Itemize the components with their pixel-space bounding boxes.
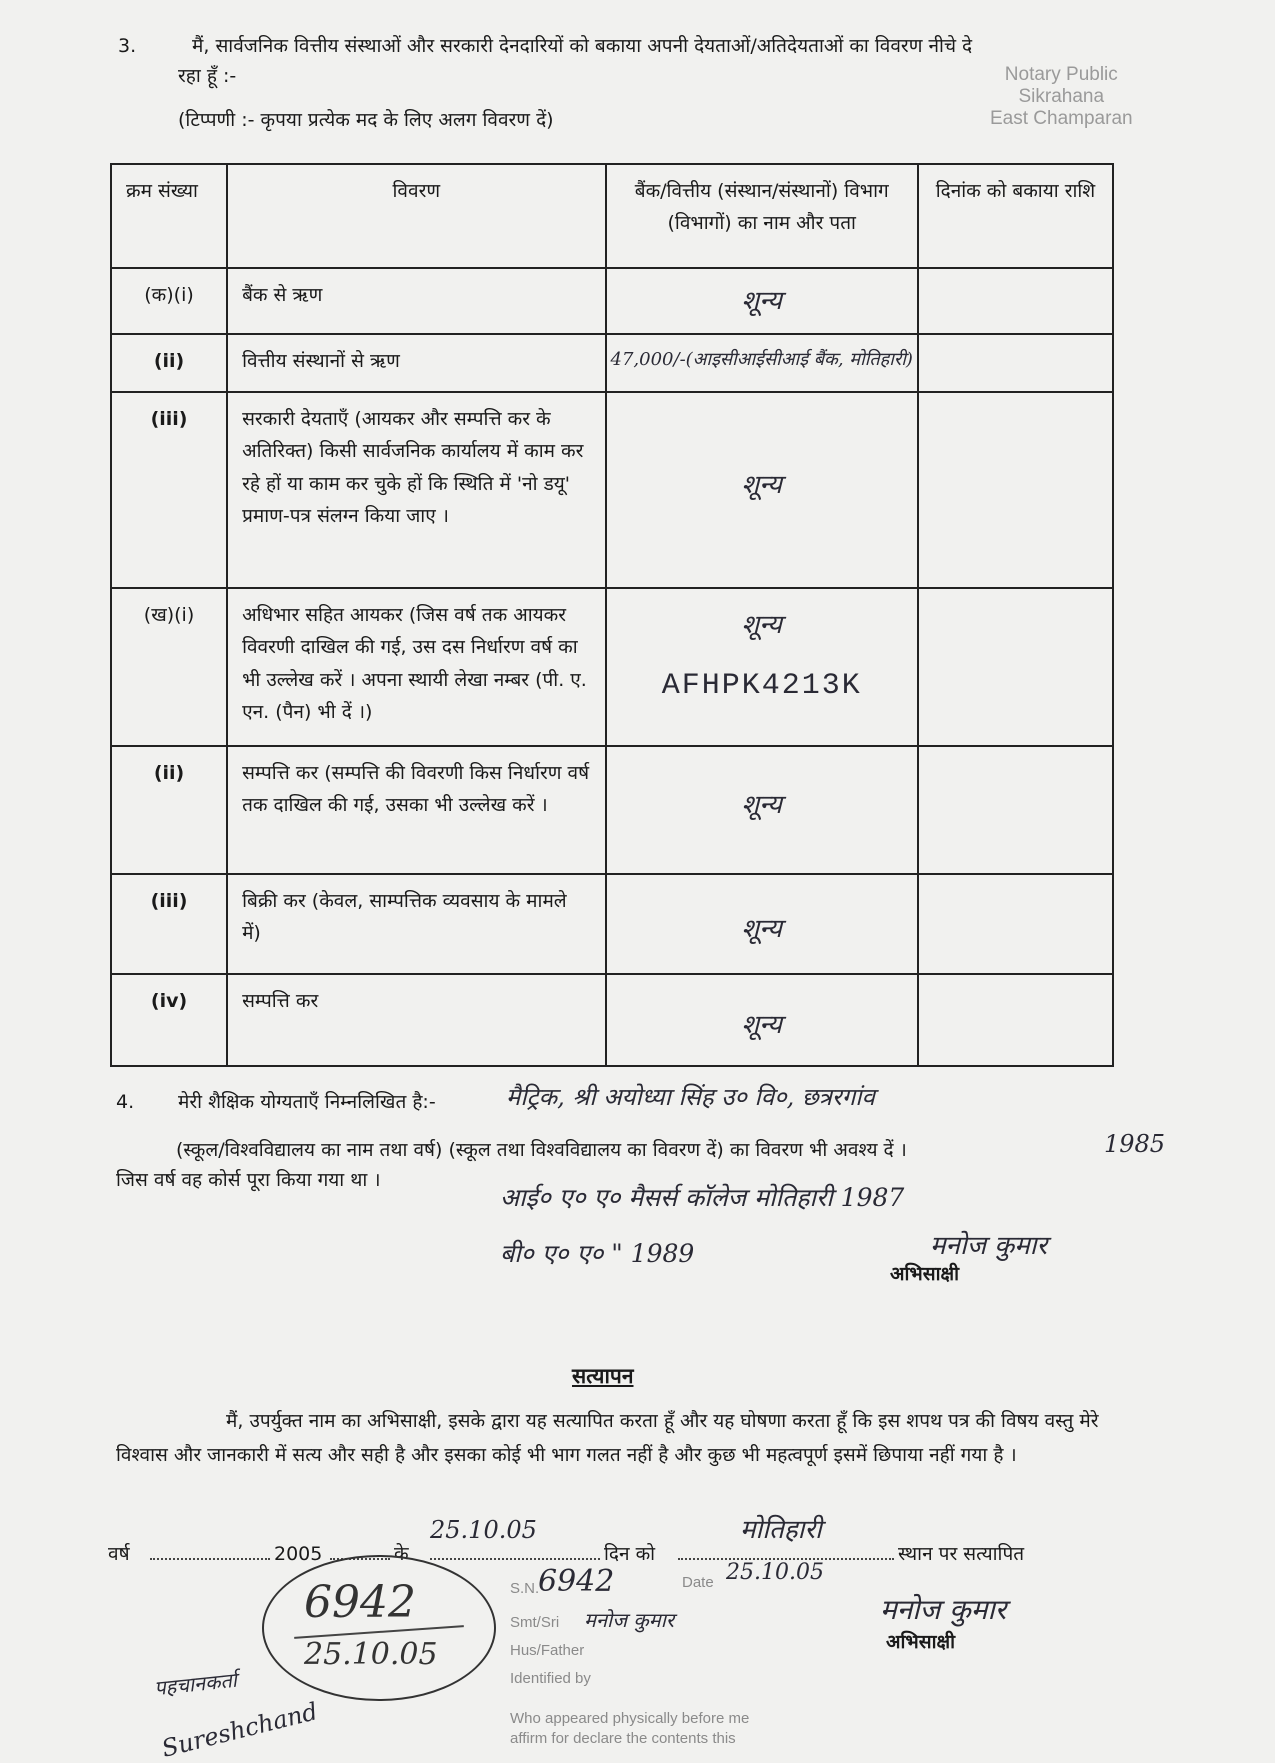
- verification-title: सत्यापन: [572, 1364, 634, 1388]
- register-date-value: 25.10.05: [726, 1560, 824, 1585]
- row-amount: [918, 746, 1113, 874]
- section3-number: 3.: [118, 35, 137, 57]
- stamp-line-3: East Champaran: [990, 108, 1133, 129]
- row-amount: [918, 334, 1113, 392]
- handwritten-entry: शून्य: [741, 1010, 782, 1041]
- verification-place: मोतिहारी: [740, 1515, 822, 1545]
- section3-note: (टिप्पणी :- कृपया प्रत्येक मद के लिए अलग विवरण दें): [178, 109, 554, 131]
- row-description: बैंक से ऋण: [227, 268, 605, 334]
- deponent-label-2: अभिसाक्षी: [886, 1631, 956, 1653]
- row-description: वित्तीय संस्थानों से ऋण: [227, 334, 605, 392]
- row-description: सम्पत्ति कर (सम्पत्ति की विवरणी किस निर्धारण वर्ष तक दाखिल की गई, उसका भी उल्लेख करें ।: [227, 746, 605, 874]
- identifier-signature-2: Sureshchand: [158, 1697, 321, 1763]
- verification-paragraph: मैं, उपर्युक्त नाम का अभिसाक्षी, इसके द्वारा यह सत्यापित करता हूँ और यह घोषणा करता हूँ कि इस शपथ पत्र की विषय वस्तु मेरे विश्वास और जानकारी में सत्य और सही है और इसका कोई भी भाग गलत नहीं है और कुछ भी महत्वपूर्ण इसमें छिपाया नहीं गया है ।: [116, 1410, 1099, 1466]
- row-bank-cell: [606, 268, 918, 334]
- year-dotted-line: [150, 1558, 270, 1560]
- table-row: [111, 874, 1113, 974]
- year-label: वर्ष: [108, 1543, 130, 1565]
- pan-number: AFHPK4213K: [661, 669, 862, 704]
- row-amount: [918, 874, 1113, 974]
- section4-text: मेरी शैक्षिक योग्यताएँ निम्नलिखित है:-: [178, 1091, 436, 1113]
- stamp-line-2: Sikrahana: [1018, 86, 1105, 107]
- row-serial: (ii): [111, 746, 227, 874]
- register-smt-label: Smt/Sri: [510, 1614, 560, 1631]
- year-value: 2005: [274, 1543, 323, 1565]
- handwritten-entry: शून्य: [741, 790, 782, 821]
- table-row: [111, 588, 1113, 746]
- row-bank-cell: [606, 874, 918, 974]
- header-description: विवरण: [227, 164, 605, 268]
- row-amount: [918, 392, 1113, 588]
- day-label: दिन को: [604, 1543, 656, 1565]
- table-row: [111, 746, 1113, 874]
- ke-label: के: [394, 1543, 409, 1565]
- register-sn-value: 6942: [538, 1564, 615, 1599]
- row-bank-cell: [606, 746, 918, 874]
- row-serial: (iv): [111, 974, 227, 1066]
- handwritten-entry: 47,000/-(आइसीआईसीआई बैंक, मोतिहारी): [610, 349, 913, 371]
- register-smt-value: मनोज कुमार: [584, 1608, 675, 1632]
- header-amount: दिनांक को बकाया राशि: [918, 164, 1113, 268]
- register-who-line: Who appeared physically before me: [510, 1710, 750, 1727]
- date-dotted-line: [430, 1558, 600, 1560]
- row-serial: (क)(i): [111, 268, 227, 334]
- row-serial: (ख)(i): [111, 588, 227, 746]
- row-description: सरकारी देयताएँ (आयकर और सम्पत्ति कर के अतिरिक्त) किसी सार्वजनिक कार्यालय में काम कर रहे हों या काम कर चुके हों कि स्थिति में 'नो डयू' प्रमाण-पत्र संलग्न किया जाए ।: [227, 392, 605, 588]
- row-description: अधिभार सहित आयकर (जिस वर्ष तक आयकर विवरणी दाखिल की गई, उस दस निर्धारण वर्ष का भी उल्लेख करें । अपना स्थायी लेखा नम्बर (पी. ए. एन. (पैन) भी दें ।): [227, 588, 605, 746]
- table-header-row: [111, 164, 1113, 268]
- row-serial: (ii): [111, 334, 227, 392]
- header-bank: बैंक/वित्तीय (संस्थान/संस्थानों) विभाग (विभागों) का नाम और पता: [606, 164, 918, 268]
- register-date-label: Date: [682, 1574, 714, 1591]
- row-bank-cell: [606, 334, 918, 392]
- register-hus-label: Hus/Father: [510, 1642, 585, 1659]
- identifier-signature: पहचानकर्ता: [153, 1667, 238, 1701]
- row-bank-cell: [606, 974, 918, 1066]
- row-serial: (iii): [111, 874, 227, 974]
- row-serial: (iii): [111, 392, 227, 588]
- qualification-ba: बी० ए० ए० " 1989: [500, 1239, 695, 1268]
- handwritten-entry: शून्य: [741, 470, 782, 501]
- register-identified-label: Identified by: [510, 1670, 591, 1687]
- deponent-label-1: अभिसाक्षी: [890, 1263, 960, 1285]
- seal-number: 6942: [304, 1577, 416, 1628]
- place-label: स्थान पर सत्यापित: [898, 1543, 1025, 1565]
- row-bank-cell: [606, 588, 918, 746]
- section4-number: 4.: [116, 1091, 135, 1113]
- table-row: [111, 974, 1113, 1066]
- handwritten-entry: शून्य: [741, 914, 782, 945]
- register-affirm-line: affirm for declare the contents this: [510, 1730, 736, 1747]
- verification-date: 25.10.05: [430, 1516, 537, 1544]
- table-row: [111, 268, 1113, 334]
- stamp-line-1: Notary Public: [1004, 64, 1118, 85]
- section3-text-line2: रहा हूँ :-: [178, 65, 237, 87]
- section4-line2: (स्कूल/विश्वविद्यालय का नाम तथा वर्ष) (स्कूल तथा विश्वविद्यालय का विवरण दें) का विवरण भी अवश्य दें ।: [176, 1139, 907, 1161]
- row-description: बिक्री कर (केवल, साम्पत्तिक व्यवसाय के मामले में): [227, 874, 605, 974]
- qualification-ia: आई० ए० ए० मैसर्स कॉलेज मोतिहारी 1987: [500, 1183, 905, 1212]
- notary-stamp: [990, 64, 1133, 130]
- row-amount: [918, 974, 1113, 1066]
- section3-text-line1: मैं, सार्वजनिक वित्तीय संस्थाओं और सरकारी देनदारियों को बकाया अपनी देयताओं/अतिदेयताओं का विवरण नीचे दे: [192, 35, 973, 57]
- section4-line3: जिस वर्ष वह कोर्स पूरा किया गया था ।: [116, 1169, 381, 1191]
- deponent-signature-2: मनोज कुमार: [880, 1593, 1007, 1626]
- seal-date: 25.10.05: [304, 1637, 438, 1672]
- handwritten-entry: शून्य: [741, 610, 782, 641]
- header-serial: क्रम संख्या: [111, 164, 227, 268]
- handwritten-entry: शून्य: [741, 286, 782, 316]
- dues-table: [110, 163, 1114, 1067]
- notary-seal: [262, 1555, 496, 1701]
- qualification-matric-year: 1985: [1104, 1130, 1166, 1158]
- row-amount: [918, 588, 1113, 746]
- row-description: सम्पत्ति कर: [227, 974, 605, 1066]
- row-amount: [918, 268, 1113, 334]
- table-row: [111, 392, 1113, 588]
- table-row: [111, 334, 1113, 392]
- register-sn-label: S.N.: [510, 1580, 540, 1597]
- row-bank-cell: [606, 392, 918, 588]
- qualification-matric: मैट्रिक, श्री अयोध्या सिंह उ० वि०, छत्ररगांव: [506, 1083, 875, 1111]
- deponent-signature-1: मनोज कुमार: [930, 1231, 1048, 1261]
